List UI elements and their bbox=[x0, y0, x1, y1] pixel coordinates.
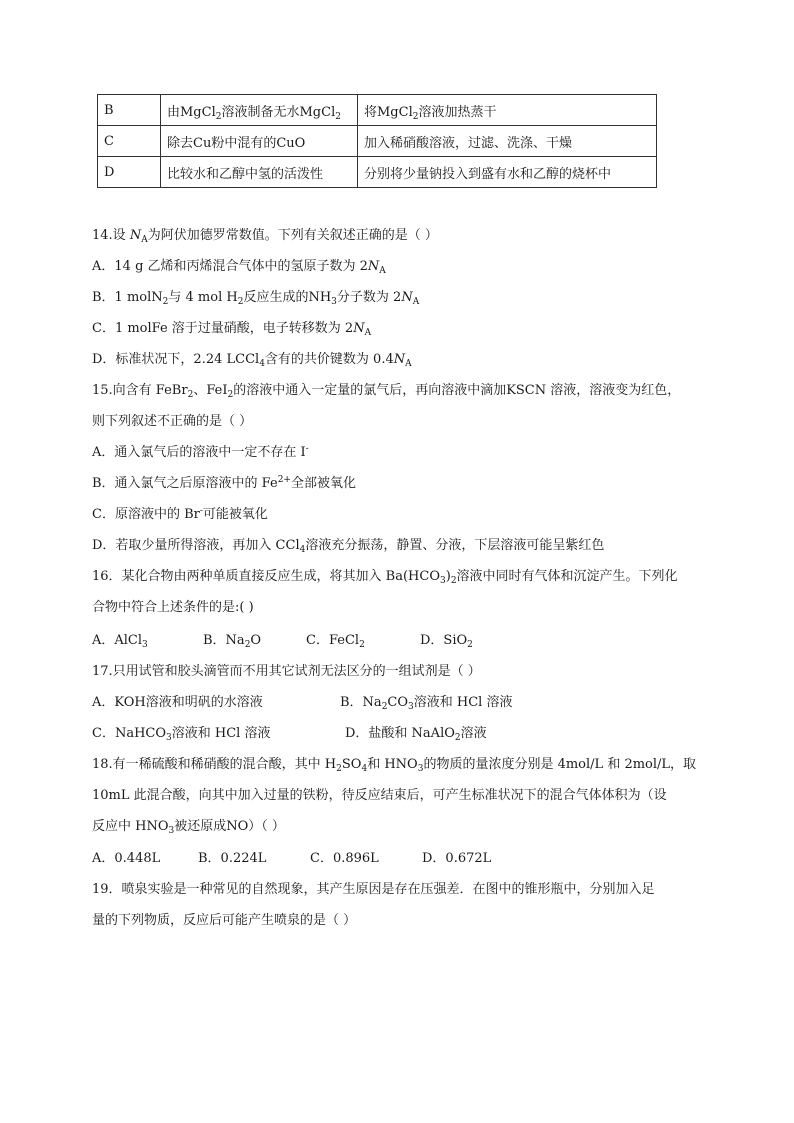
question-17-option-a: A．KOH溶液和明矾的水溶液 bbox=[92, 695, 263, 710]
question-17-option-d: D．盐酸和 NaAlO$_2$溶液 bbox=[345, 726, 487, 743]
question-17-option-b: B．$Na_2CO_3$溶液和 HCl 溶液 bbox=[340, 695, 513, 712]
question-15-option-b: B．通入氯气之后原溶液中的 $Fe^{2+}$全部被氧化 bbox=[92, 475, 356, 491]
question-18-option-c: C．0.896L bbox=[310, 851, 379, 866]
question-19-stem-cont: 量的下列物质，反应后可能产生喷泉的是（ ） bbox=[92, 913, 357, 928]
question-18-stem: 18.有一稀硫酸和稀硝酸的混合酸，其中 $H_2SO_4$和 $HNO_3$的物质的量浓度分别是 4mol/L 和 2mol/L，取 bbox=[92, 757, 697, 774]
question-15-option-a: A．通入氯气后的溶液中一定不存在 I- bbox=[92, 444, 309, 460]
question-17-option-c: C．NaHCO$_3$溶液和 HCl 溶液 bbox=[92, 726, 271, 743]
question-14-option-d: D．标准状况下，2.24 LCCl$_4$含有的共价键数为 $0.4N_A$ bbox=[92, 352, 412, 369]
question-14-stem: 14.设 $N_A$为阿伏加德罗常数值。下列有关叙述正确的是（ ） bbox=[92, 228, 438, 245]
question-15-option-d: D．若取少量所得溶液，再加入 CCl$_4$溶液充分振荡，静置、分液，下层溶液可能呈紫红色 bbox=[92, 538, 605, 555]
question-14-option-c: C．1 molFe 溶于过量硝酸，电子转移数为 $2N_A$ bbox=[92, 321, 372, 338]
purpose-cell: 比较水和乙醇中氢的活泼性 bbox=[161, 157, 358, 188]
row-label: B bbox=[98, 95, 161, 126]
table-row bbox=[98, 157, 657, 188]
question-19-stem: 19．喷泉实验是一种常见的自然现象，其产生原因是存在压强差．在图中的锥形瓶中，分别加入足 bbox=[92, 882, 655, 897]
question-18-stem-cont2: 反应中 $HNO_3$被还原成NO）（ ） bbox=[92, 819, 285, 836]
table-row bbox=[98, 126, 657, 157]
purpose-cell: 除去Cu粉中混有的CuO bbox=[161, 126, 358, 157]
question-16-option-b: B．$Na_2O$ bbox=[203, 633, 262, 650]
options-table bbox=[97, 94, 657, 188]
question-18-option-a: A．0.448L bbox=[92, 851, 161, 866]
question-17-stem: 17.只用试管和胶头滴管而不用其它试剂无法区分的一组试剂是（ ） bbox=[92, 664, 481, 679]
question-18-option-d: D．0.672L bbox=[422, 851, 492, 866]
question-16-stem-cont: 合物中符合上述条件的是:( ) bbox=[92, 600, 254, 615]
row-label: D bbox=[98, 157, 161, 188]
question-15-option-c: C．原溶液中的 Br-可能被氧化 bbox=[92, 506, 268, 522]
question-14-option-b: B．1 molN$_2$与 4 mol $H_2$反应生成的$NH_3$分子数为 $2N_A$ bbox=[92, 290, 420, 307]
question-15-stem: 15.向含有 FeBr$_2$、FeI$_2$的溶液中通入一定量的氯气后，再向溶液中滴加KSCN 溶液，溶液变为红色， bbox=[92, 383, 681, 400]
operation-cell: 加入稀硝酸溶液，过滤、洗涤、干燥 bbox=[358, 126, 657, 157]
question-16-option-d: D．SiO$_2$ bbox=[420, 633, 473, 650]
operation-cell: 将MgCl$_2$溶液加热蒸干 bbox=[358, 95, 657, 126]
table-row bbox=[98, 95, 657, 126]
question-18-stem-cont: 10mL 此混合酸，向其中加入过量的铁粉，待反应结束后，可产生标准状况下的混合气体体积为（设 bbox=[92, 788, 667, 803]
question-14-option-a: A．14 g 乙烯和丙烯混合气体中的氢原子数为 $2N_A$ bbox=[92, 259, 386, 276]
row-label: C bbox=[98, 126, 161, 157]
purpose-cell: 由MgCl$_2$溶液制备无水MgCl$_2$ bbox=[161, 95, 358, 126]
operation-cell: 分别将少量钠投入到盛有水和乙醇的烧杯中 bbox=[358, 157, 657, 188]
question-16-option-a: A．AlCl$_3$ bbox=[92, 633, 148, 650]
question-18-option-b: B．0.224L bbox=[198, 851, 267, 866]
question-16-stem: 16．某化合物由两种单质直接反应生成，将其加入 $Ba(HCO_3)_2$溶液中同时有气体和沉淀产生。下列化 bbox=[92, 569, 678, 586]
question-16-option-c: C．FeCl$_2$ bbox=[306, 633, 365, 650]
question-15-stem-cont: 则下列叙述不正确的是（ ） bbox=[92, 414, 253, 429]
